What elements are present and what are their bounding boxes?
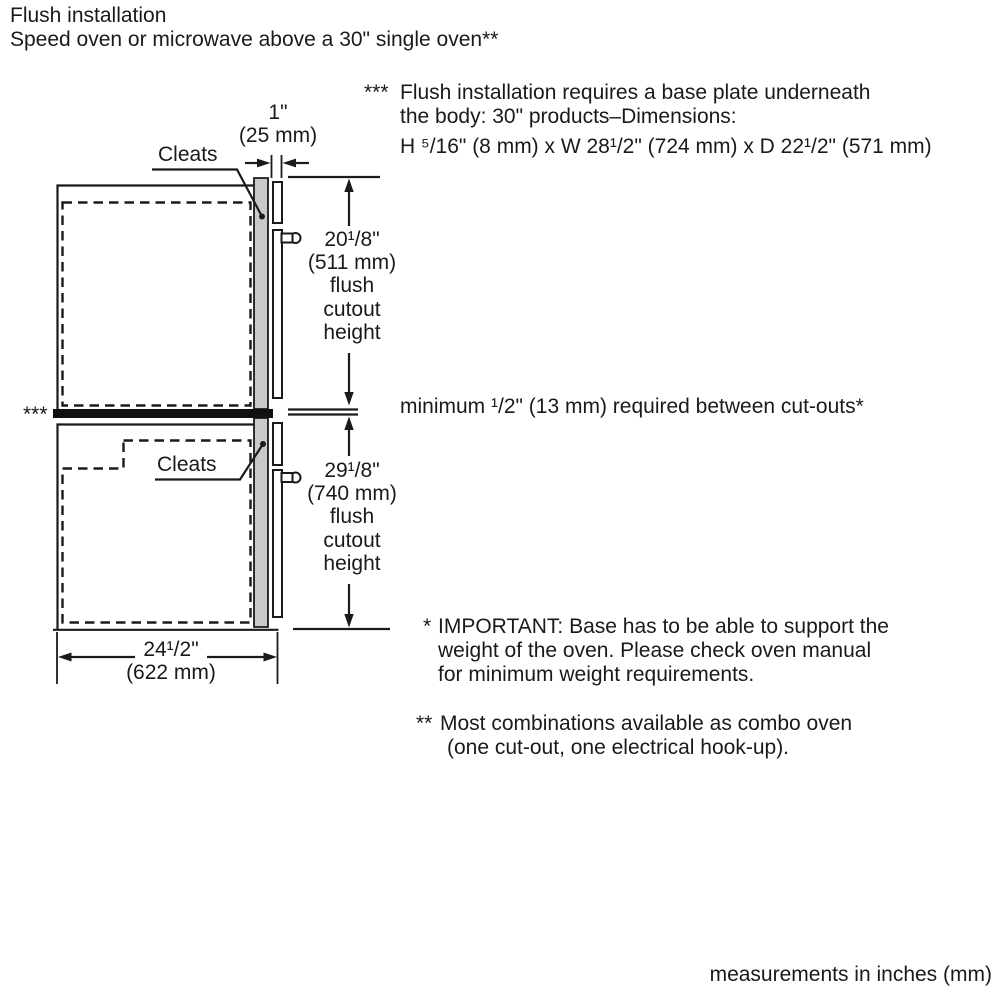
important-note-marker: * <box>423 615 432 638</box>
important-note-line1: IMPORTANT: Base has to be able to support the <box>438 615 889 638</box>
lower-mounting-knob <box>282 473 301 483</box>
baseplate-note-line2: the body: 30" products–Dimensions: <box>400 105 737 128</box>
upper-cutout-dim-label: 20¹/8" (511 mm) flush cutout height <box>307 228 397 344</box>
lower-cutout-dim-label: 29¹/8" (740 mm) flush cutout height <box>307 459 397 575</box>
cleat-width-dim-label: 1" (25 mm) <box>238 101 318 148</box>
cleats-label-bottom: Cleats <box>157 453 217 476</box>
combo-note-marker: ** <box>416 712 433 735</box>
base-plate-bar <box>53 409 273 418</box>
lower-cleat-strip-2 <box>273 470 282 617</box>
cleat-width-dim <box>245 155 309 178</box>
baseplate-note-line1: Flush installation requires a base plate underneath <box>400 81 871 104</box>
upper-cleat-strip-1 <box>273 182 282 223</box>
units-note: measurements in inches (mm) <box>709 963 992 986</box>
gap-note: minimum ¹/2" (13 mm) required between cut-outs* <box>400 395 864 418</box>
lower-cleat-strip-1 <box>273 423 282 465</box>
combo-note-line1: Most combinations available as combo oven <box>440 712 853 735</box>
combo-note-line2: (one cut-out, one electrical hook-up). <box>447 736 790 759</box>
page-title-line1: Flush installation <box>10 4 167 27</box>
cabinet-width-dim-label: 24¹/2" (622 mm) <box>126 638 216 684</box>
important-note-line3: for minimum weight requirements. <box>438 663 755 686</box>
upper-cutout-dashed-body <box>63 203 251 406</box>
upper-mounting-knob <box>282 233 301 243</box>
baseplate-note-marker: *** <box>364 81 389 104</box>
important-note-line2: weight of the oven. Please check oven manual <box>438 639 872 662</box>
upper-cutout-outline <box>58 186 256 410</box>
page-title-line2: Speed oven or microwave above a 30" single oven** <box>10 28 499 51</box>
baseplate-note-line3: H ⁵/16" (8 mm) x W 28¹/2" (724 mm) x D 22¹/2" (571 mm) <box>400 135 932 158</box>
gap-double-lines <box>288 410 358 415</box>
base-plate-marker: *** <box>23 403 48 426</box>
cleats-label-top: Cleats <box>158 143 218 166</box>
lower-front-panel <box>254 418 268 627</box>
upper-cleat-strip-2 <box>273 230 282 398</box>
upper-cleats-leader <box>152 170 265 220</box>
